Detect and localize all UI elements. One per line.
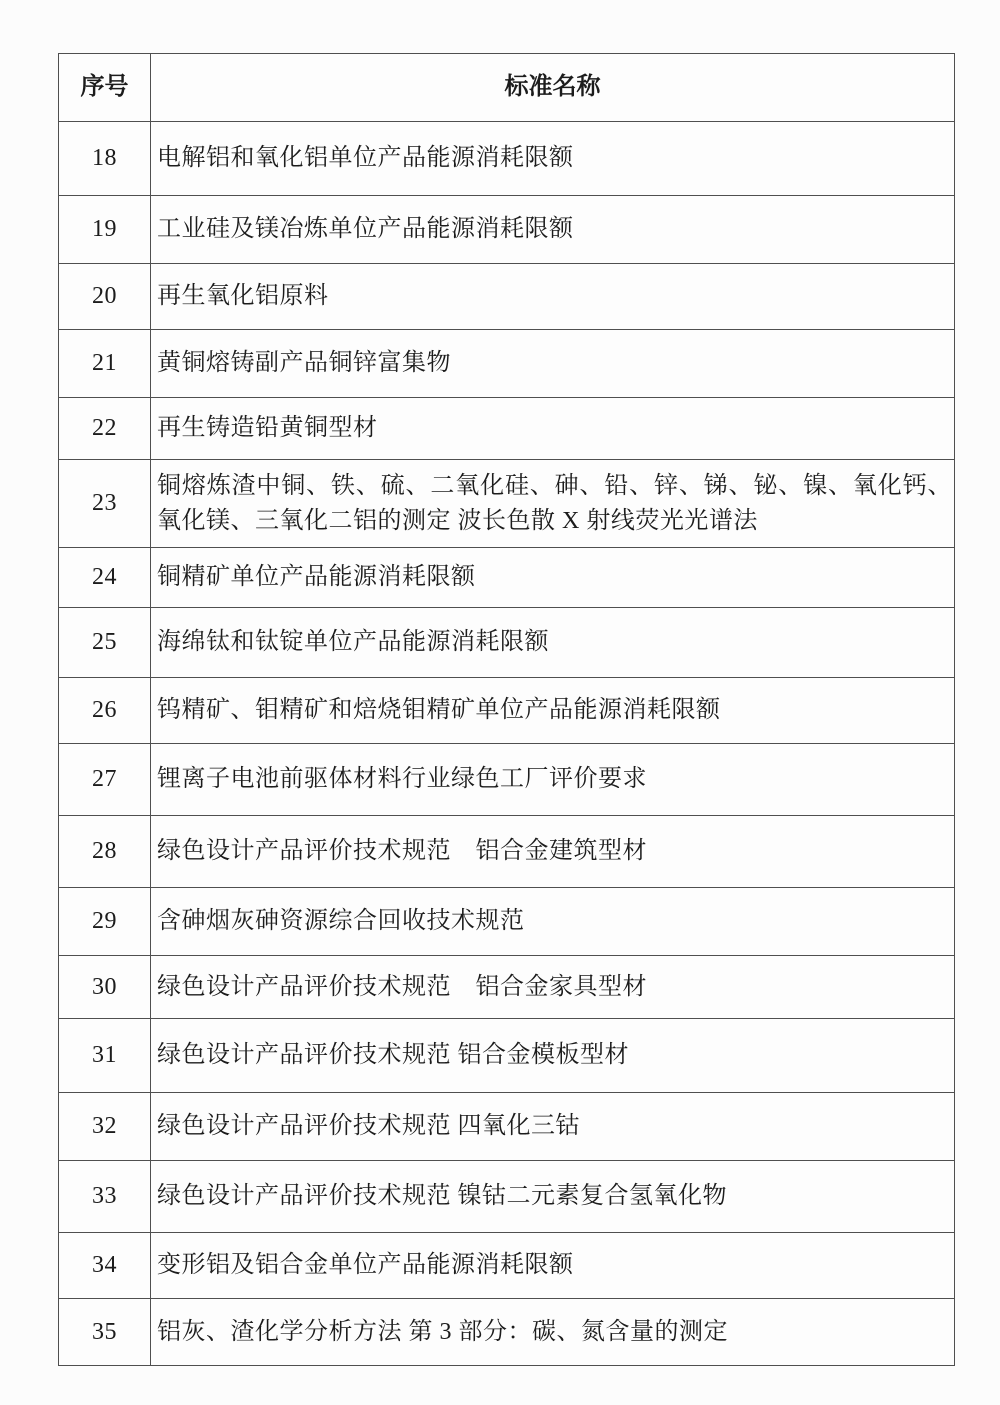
row-serial: 20 bbox=[59, 264, 151, 330]
table-row bbox=[59, 956, 955, 1019]
row-standard-name: 铝灰、渣化学分析方法 第 3 部分：碳、氮含量的测定 bbox=[151, 1299, 955, 1366]
table-row bbox=[59, 678, 955, 744]
row-standard-name: 电解铝和氧化铝单位产品能源消耗限额 bbox=[151, 122, 955, 196]
row-standard-name: 含砷烟灰砷资源综合回收技术规范 bbox=[151, 888, 955, 956]
row-serial: 22 bbox=[59, 398, 151, 460]
row-serial: 31 bbox=[59, 1019, 151, 1093]
row-serial: 18 bbox=[59, 122, 151, 196]
row-standard-name: 绿色设计产品评价技术规范 铝合金模板型材 bbox=[151, 1019, 955, 1093]
row-standard-name: 绿色设计产品评价技术规范 镍钴二元素复合氢氧化物 bbox=[151, 1161, 955, 1233]
row-serial: 28 bbox=[59, 816, 151, 888]
row-serial: 23 bbox=[59, 460, 151, 548]
row-standard-name: 钨精矿、钼精矿和焙烧钼精矿单位产品能源消耗限额 bbox=[151, 678, 955, 744]
row-serial: 25 bbox=[59, 608, 151, 678]
row-standard-name: 工业硅及镁冶炼单位产品能源消耗限额 bbox=[151, 196, 955, 264]
row-serial: 29 bbox=[59, 888, 151, 956]
row-standard-name: 再生铸造铅黄铜型材 bbox=[151, 398, 955, 460]
table-row bbox=[59, 122, 955, 196]
table-row bbox=[59, 196, 955, 264]
header-serial-number: 序号 bbox=[59, 54, 151, 122]
table-row bbox=[59, 608, 955, 678]
table-row bbox=[59, 1233, 955, 1299]
row-standard-name: 变形铝及铝合金单位产品能源消耗限额 bbox=[151, 1233, 955, 1299]
row-serial: 30 bbox=[59, 956, 151, 1019]
standards-table bbox=[58, 53, 955, 1366]
table-row bbox=[59, 744, 955, 816]
table-row bbox=[59, 1161, 955, 1233]
table-row bbox=[59, 330, 955, 398]
row-standard-name: 绿色设计产品评价技术规范 铝合金家具型材 bbox=[151, 956, 955, 1019]
header-standard-name: 标准名称 bbox=[151, 54, 955, 122]
row-serial: 32 bbox=[59, 1093, 151, 1161]
row-serial: 24 bbox=[59, 548, 151, 608]
table-row bbox=[59, 460, 955, 548]
row-serial: 35 bbox=[59, 1299, 151, 1366]
row-serial: 33 bbox=[59, 1161, 151, 1233]
table-row bbox=[59, 264, 955, 330]
table-row bbox=[59, 888, 955, 956]
row-standard-name: 黄铜熔铸副产品铜锌富集物 bbox=[151, 330, 955, 398]
table-row bbox=[59, 1299, 955, 1366]
row-standard-name: 锂离子电池前驱体材料行业绿色工厂评价要求 bbox=[151, 744, 955, 816]
row-serial: 21 bbox=[59, 330, 151, 398]
row-standard-name: 绿色设计产品评价技术规范 四氧化三钴 bbox=[151, 1093, 955, 1161]
row-standard-name: 海绵钛和钛锭单位产品能源消耗限额 bbox=[151, 608, 955, 678]
row-serial: 26 bbox=[59, 678, 151, 744]
row-standard-name: 铜精矿单位产品能源消耗限额 bbox=[151, 548, 955, 608]
row-serial: 34 bbox=[59, 1233, 151, 1299]
table-row bbox=[59, 816, 955, 888]
row-standard-name: 再生氧化铝原料 bbox=[151, 264, 955, 330]
row-serial: 27 bbox=[59, 744, 151, 816]
table-row bbox=[59, 1019, 955, 1093]
row-serial: 19 bbox=[59, 196, 151, 264]
table-header-row bbox=[59, 54, 955, 122]
table-row bbox=[59, 398, 955, 460]
table-row bbox=[59, 548, 955, 608]
row-standard-name: 绿色设计产品评价技术规范 铝合金建筑型材 bbox=[151, 816, 955, 888]
row-standard-name: 铜熔炼渣中铜、铁、硫、二氧化硅、砷、铅、锌、锑、铋、镍、氧化钙、氧化镁、三氧化二铝的测定 波长色散 X 射线荧光光谱法 bbox=[151, 460, 955, 548]
table-row bbox=[59, 1093, 955, 1161]
